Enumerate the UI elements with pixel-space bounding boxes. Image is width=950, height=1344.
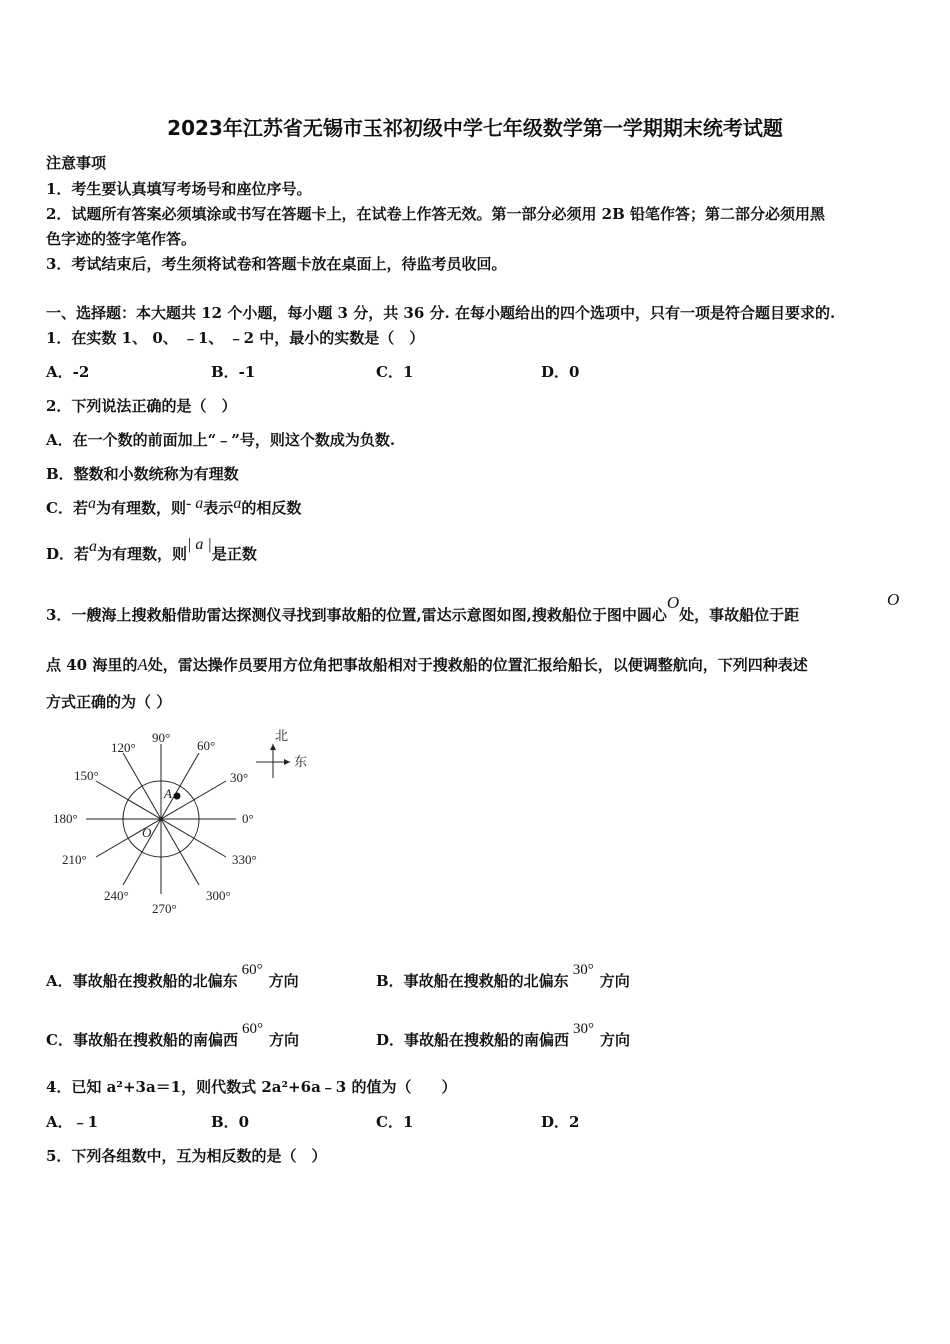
variable-a-point: A — [137, 655, 148, 674]
variable-a: a — [233, 495, 242, 512]
variable-a: a — [89, 538, 98, 555]
radar-diagram — [46, 722, 326, 927]
point-o-label: O — [142, 825, 152, 840]
angle-label: 210° — [62, 852, 87, 867]
question-3-line-1: 3．一艘海上搜救船借助雷达探测仪寻找到事故船的位置,雷达示意图如图,搜救船位于图中圆心O处，事故船位于距 — [46, 593, 800, 624]
notice-item: 3．考试结束后，考生须将试卷和答题卡放在桌面上，待监考员收回。 — [46, 255, 507, 273]
question-2-option-a: A．在一个数的前面加上“﹣”号，则这个数成为负数. — [46, 431, 396, 449]
angle-label: 90° — [152, 730, 171, 745]
question-1-option-c: C．1 — [376, 363, 414, 381]
notice-item: 1．考生要认真填写考场号和座位序号。 — [46, 180, 312, 198]
angle-label: 0° — [242, 811, 254, 826]
angle-label: 300° — [206, 888, 231, 903]
variable-o: O — [887, 590, 900, 609]
angle-label: 240° — [104, 888, 129, 903]
question-3-option-a: A．事故船在搜救船的北偏东60°方向 — [46, 962, 299, 990]
question-4-stem: 4．已知 a²+3a＝1，则代数式 2a²+6a﹣3 的值为（ ） — [46, 1078, 457, 1096]
notice-heading: 注意事项 — [46, 154, 107, 172]
question-3-line-2: 点 40 海里的A处，雷达操作员要用方位角把事故船相对于搜救船的位置汇报给船长，以便调整航向，下列四种表述 — [46, 655, 808, 674]
variable-a: a — [87, 495, 96, 512]
question-4-option-b: B．0 — [211, 1113, 250, 1131]
question-1-stem: 1．在实数 1、 0、 ﹣1、 ﹣2 中，最小的实数是（ ） — [46, 329, 425, 347]
question-2-option-c: C．若a为有理数，则- a表示a的相反数 — [46, 495, 302, 517]
question-2-option-d: D．若a为有理数，则| a |是正数 — [46, 536, 257, 563]
expression-neg-a: - a — [185, 495, 204, 512]
north-arrowhead — [270, 744, 276, 750]
angle-label: 330° — [232, 852, 257, 867]
question-4-option-d: D．2 — [541, 1113, 580, 1131]
angle-label: 30° — [230, 770, 249, 785]
angle-label: 120° — [111, 740, 136, 755]
question-1-option-b: B．-1 — [211, 363, 256, 381]
point-a-dot — [174, 793, 181, 800]
question-5-stem: 5．下列各组数中，互为相反数的是（ ） — [46, 1147, 327, 1165]
question-3-option-d: D．事故船在搜救船的南偏西30°方向 — [376, 1021, 631, 1049]
question-2-option-b: B．整数和小数统称为有理数 — [46, 465, 239, 483]
variable-o: O — [666, 593, 680, 612]
question-3-option-c: C．事故船在搜救船的南偏西60°方向 — [46, 1021, 299, 1049]
east-arrowhead — [284, 759, 290, 765]
question-2-stem: 2．下列说法正确的是（ ） — [46, 397, 237, 415]
question-3-line-3: 方式正确的为（ ） — [46, 693, 172, 711]
question-1-option-d: D．0 — [541, 363, 580, 381]
east-label: 东 — [294, 754, 308, 769]
north-label: 北 — [275, 728, 289, 743]
point-a-label: A — [164, 786, 172, 801]
page-title: 2023年江苏省无锡市玉祁初级中学七年级数学第一学期期末统考试题 — [167, 116, 783, 140]
question-3-option-b: B．事故船在搜救船的北偏东30°方向 — [376, 962, 630, 990]
question-4-option-a: A．﹣1 — [46, 1113, 99, 1131]
angle-label: 270° — [152, 901, 177, 916]
question-1-option-a: A．-2 — [46, 363, 90, 381]
expression-abs-a: | a | — [187, 536, 212, 553]
question-4-option-c: C．1 — [376, 1113, 414, 1131]
angle-label: 150° — [74, 768, 99, 783]
section-heading: 一、选择题：本大题共 12 个小题，每小题 3 分，共 36 分. 在每小题给出的四个选项中，只有一项是符合题目要求的. — [46, 304, 836, 322]
notice-item: 2．试题所有答案必须填涂或书写在答题卡上，在试卷上作答无效。第一部分必须用 2B 铅笔作答；第二部分必须用黑 — [46, 205, 826, 223]
angle-label: 180° — [53, 811, 78, 826]
notice-item: 色字迹的签字笔作答。 — [46, 230, 197, 248]
angle-label: 60° — [197, 738, 216, 753]
